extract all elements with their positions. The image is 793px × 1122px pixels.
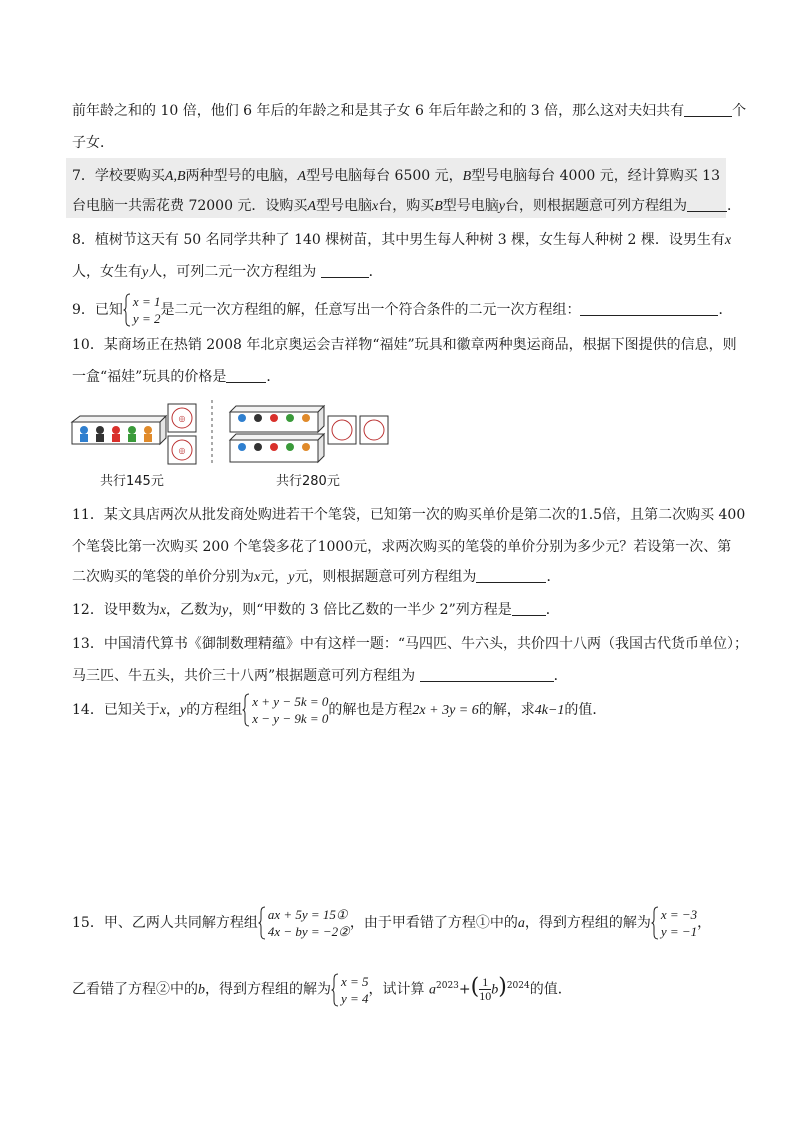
svg-text:◎: ◎ — [178, 446, 186, 455]
brace-icon — [651, 906, 659, 940]
equation-system: x = 1 y = 2 — [123, 293, 161, 327]
question-10-line2: 一盒“福娃”玩具的价格是 ． — [72, 369, 281, 385]
answer-blank[interactable] — [684, 102, 732, 117]
badge-icon — [328, 416, 388, 444]
caption-left: 共行145元 — [100, 474, 164, 489]
mascot-figure — [70, 400, 400, 490]
equation-system: x = 5 y = 4 — [331, 973, 369, 1007]
answer-blank[interactable] — [226, 368, 266, 383]
fuwa-box-icon — [72, 416, 166, 444]
brace-icon — [258, 906, 266, 940]
answer-blank[interactable] — [321, 263, 369, 278]
brace-icon — [331, 973, 339, 1007]
equation-system: x + y − 5k = 0 x − y − 9k = 0 — [242, 693, 328, 727]
question-15: 15．甲、乙两人共同解方程组 ax + 5y = 15① 4x − by = −2② ，由于甲看错了方程①中的a，得到方程组的解为 x = −3 y = −1 ， — [72, 907, 712, 939]
fraction: $\frac{1}{10}$ — [479, 975, 492, 1004]
equation-system: x = −3 y = −1 — [651, 906, 697, 940]
question-11-line3: 二次购买的笔袋的单价分别为x元，y元，则根据题意可列方程组为 ． — [72, 569, 561, 585]
answer-blank[interactable] — [580, 301, 718, 316]
svg-text:◎: ◎ — [178, 414, 186, 423]
fuwa-box-icon — [230, 406, 324, 462]
question-12: 12．设甲数为x，乙数为y，则“甲数的 3 倍比乙数的一半少 2”列方程是 ． — [72, 602, 560, 618]
equation-system: ax + 5y = 15① 4x − by = −2② — [258, 906, 350, 940]
brace-icon — [242, 693, 250, 727]
question-9: 9．已知 x = 1 y = 2 是二元一次方程组的解，任意写出一个符合条件的二元一次方程组： ． — [72, 294, 733, 326]
brace-icon — [123, 293, 131, 327]
answer-blank[interactable] — [687, 197, 727, 212]
caption-right: 共行280元 — [276, 474, 340, 489]
question-8-line2: 人，女生有y人，可列二元一次方程组为 ． — [72, 264, 383, 280]
badge-icon — [168, 404, 196, 464]
question-8: 8．植树节这天有 50 名同学共种了 140 棵树苗，其中男生每人种树 3 棵，女生每人种树 2 棵．设男生有x — [72, 232, 732, 248]
fuwa-badge-illustration — [70, 400, 400, 466]
question-7: 7．学校要购买A,B两种型号的电脑，A型号电脑每台 6500 元，B型号电脑每台 4000 元，经计算购买 13 — [72, 168, 720, 184]
question-11-line2: 个笔袋比第一次购买 200 个笔袋多花了1000元，求两次购买的笔袋的单价分别为多少元？若设第一次、第 — [72, 539, 732, 555]
question-15-line2: 乙看错了方程②中的b，得到方程组的解为 x = 5 y = 4 ，试计算 $a^{2023}+$( $\frac{1}{10}$ b)$^{2024}$的值． — [72, 973, 572, 1006]
question-6-tail: 前年龄之和的 10 倍，他们 6 年后的年龄之和是其子女 6 年后年龄之和的 3 倍，那么这对夫妇共有 个 — [72, 103, 747, 119]
question-13: 13．中国清代算书《御制数理精蕴》中有这样一题：“马四匹、牛六头，共价四十八两（我国古代货币单位）； — [72, 636, 748, 652]
answer-blank[interactable] — [476, 568, 546, 583]
question-14: 14．已知关于x，y的方程组 x + y − 5k = 0 x − y − 9k = 0 的解也是方程2x + 3y = 6的解，求4k−1的值． — [72, 694, 607, 726]
question-13-line2: 马三匹、牛五头，共价三十八两”根据题意可列方程组为 ． — [72, 668, 568, 684]
answer-blank[interactable] — [420, 667, 554, 682]
question-11: 11．某文具店两次从批发商处购进若干个笔袋，已知第一次的购买单价是第二次的1.5倍，且第二次购买 400 — [72, 507, 746, 523]
question-7-line2: 台电脑一共需花费 72000 元．设购买A型号电脑x台，购买B型号电脑y台，则根据题意可列方程组为 ． — [72, 198, 741, 214]
question-6-end: 子女． — [72, 135, 114, 151]
answer-blank[interactable] — [512, 601, 546, 616]
question-10: 10．某商场正在热销 2008 年北京奥运会吉祥物“福娃”玩具和徽章两种奥运商品，根据下图提供的信息，则 — [72, 337, 737, 353]
